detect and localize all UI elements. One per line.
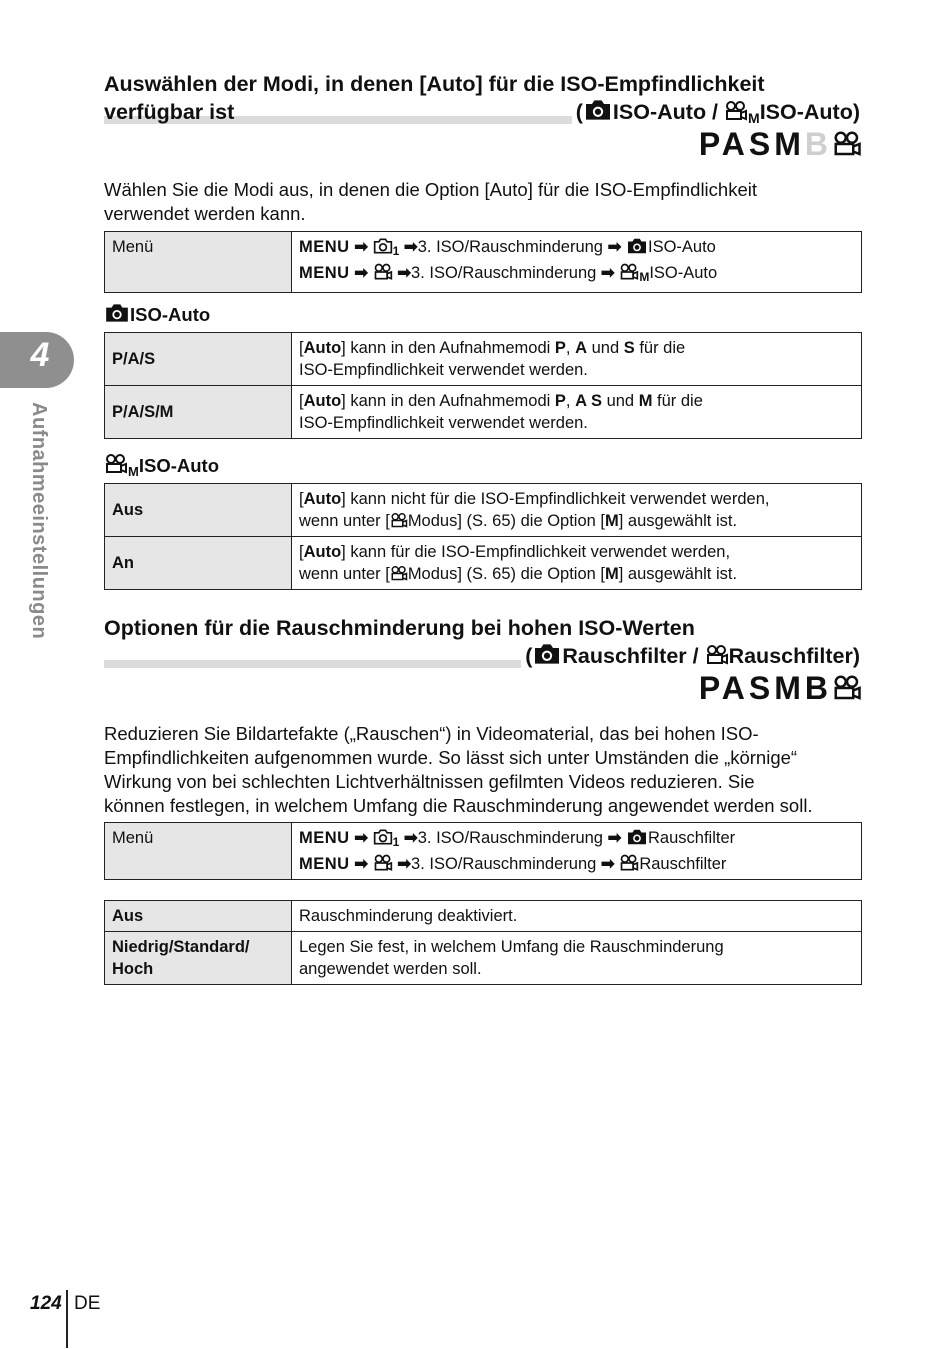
movie-iso-auto-table: [104, 483, 862, 590]
row-value: [Auto] kann nicht für die ISO-Empfindlichkeit verwendet werden, wenn unter [ Modus] (S. 65) die Option [M] ausgewählt ist.: [292, 484, 862, 537]
row-value: [Auto] kann in den Aufnahmemodi P, A und S für die ISO-Empfindlichkeit verwendet werden.: [292, 333, 862, 386]
row-key: P/A/S: [105, 333, 292, 386]
camera-menu-icon: [373, 237, 393, 255]
noise-filter-options-table: [104, 900, 862, 985]
photo-iso-auto-heading: ISO-Auto: [104, 302, 210, 327]
intro-line: Wirkung von bei schlechten Lichtverhältnissen gefilmten Videos reduzieren. Sie: [104, 771, 755, 792]
row-key: Niedrig/Standard/ Hoch: [105, 932, 292, 985]
intro-line: verwendet werden kann.: [104, 203, 306, 224]
movie-mode-icon: [832, 675, 862, 701]
mode-p: P: [698, 126, 722, 162]
mode-b-inactive: B: [804, 126, 832, 162]
page-number: 124: [30, 1293, 62, 1314]
movie-m-subscript: M: [748, 110, 760, 126]
section1-title-line2-left: verfügbar ist: [104, 100, 235, 124]
menu-path-movie: MENU ➡ ➡3. ISO/Rauschminderung ➡ Rauschfilter: [299, 855, 727, 873]
camera-menu-icon: [373, 828, 393, 846]
menu-path-movie: MENU ➡ ➡3. ISO/Rauschminderung ➡ MISO-Auto: [299, 264, 718, 284]
mode-p: P: [698, 670, 722, 706]
movie-mode-icon: [832, 131, 862, 157]
row-value: Legen Sie fest, in welchem Umfang die Rauschminderung angewendet werden soll.: [292, 932, 862, 985]
movie-icon: [390, 512, 408, 529]
mode-s: S: [748, 670, 775, 706]
footer-divider: [66, 1290, 68, 1348]
menu-paths: [292, 232, 862, 293]
section1-title-line1: Auswählen der Modi, in denen [Auto] für die ISO-Empfindlichkeit: [104, 72, 765, 96]
mode-m: M: [774, 126, 805, 162]
movie-menu-icon: [373, 854, 393, 872]
section1-menu-table: [104, 231, 862, 293]
row-value: [Auto] kann in den Aufnahmemodi P, A S und M für die ISO-Empfindlichkeit verwendet werden.: [292, 386, 862, 439]
row-value: [Auto] kann für die ISO-Empfindlichkeit verwendet werden, wenn unter [ Modus] (S. 65) die Option [M] ausgewählt ist.: [292, 537, 862, 590]
mode-a: A: [721, 670, 749, 706]
menu-paths: [292, 823, 862, 880]
section2-intro: [104, 722, 813, 818]
menu-label: Menü: [105, 823, 292, 880]
movie-iso-auto-label: ISO-Auto): [759, 100, 860, 124]
intro-line: können festlegen, in welchem Umfang die Rauschminderung angewendet werden soll.: [104, 795, 813, 816]
page-language: DE: [74, 1293, 101, 1314]
intro-line: Reduzieren Sie Bildartefakte („Rauschen“) in Videomaterial, das bei hohen ISO-: [104, 723, 759, 744]
camera-icon: [532, 642, 562, 666]
row-key: P/A/S/M: [105, 386, 292, 439]
section1-title-line2-right: ( ISO-Auto / MISO-Auto): [572, 98, 860, 132]
row-key: An: [105, 537, 292, 590]
photo-iso-auto-label: ISO-Auto /: [612, 100, 719, 124]
intro-line: Empfindlichkeiten aufgenommen wurde. So lässt sich unter Umständen die „körnige“: [104, 747, 798, 768]
movie-iso-auto-heading: $_M$ISO-Auto: [104, 453, 219, 484]
menu-path-photo: MENU ➡ 1 ➡3. ISO/Rauschminderung ➡ ISO-Auto: [299, 238, 716, 258]
movie-icon: [390, 565, 408, 582]
camera-icon: [626, 828, 648, 846]
photo-iso-auto-table: [104, 332, 862, 439]
movie-camera-icon: [104, 453, 128, 475]
section1-mode-indicators: [699, 126, 862, 162]
chapter-label: Aufnahmeeinstellungen: [28, 402, 50, 640]
camera-icon: [104, 302, 130, 324]
movie-camera-icon: [619, 854, 639, 872]
intro-line: Wählen Sie die Modi aus, in denen die Option [Auto] für die ISO-Empfindlichkeit: [104, 179, 757, 200]
mode-a: A: [721, 126, 749, 162]
chapter-number: 4: [30, 336, 50, 374]
movie-camera-icon: [705, 644, 729, 666]
camera-icon: [583, 98, 613, 122]
section2-menu-table: [104, 822, 862, 880]
menu-label: Menü: [105, 232, 292, 293]
mode-m: M: [774, 670, 805, 706]
movie-camera-icon: [724, 100, 748, 122]
row-key: Aus: [105, 484, 292, 537]
row-value: Rauschminderung deaktiviert.: [292, 901, 862, 932]
movie-menu-icon: [373, 263, 393, 281]
menu-path-photo: MENU ➡ 1 ➡3. ISO/Rauschminderung ➡ Rauschfilter: [299, 829, 736, 849]
section2-mode-indicators: [699, 670, 862, 706]
section1-intro: [104, 178, 757, 226]
row-key: Aus: [105, 901, 292, 932]
mode-s: S: [748, 126, 775, 162]
camera-icon: [626, 237, 648, 255]
mode-b: B: [804, 670, 832, 706]
section2-title-line1: Optionen für die Rauschminderung bei hohen ISO-Werten: [104, 616, 695, 640]
movie-camera-icon: [619, 263, 639, 281]
section2-title-line2: ( Rauschfilter / Rauschfilter): [521, 642, 860, 670]
